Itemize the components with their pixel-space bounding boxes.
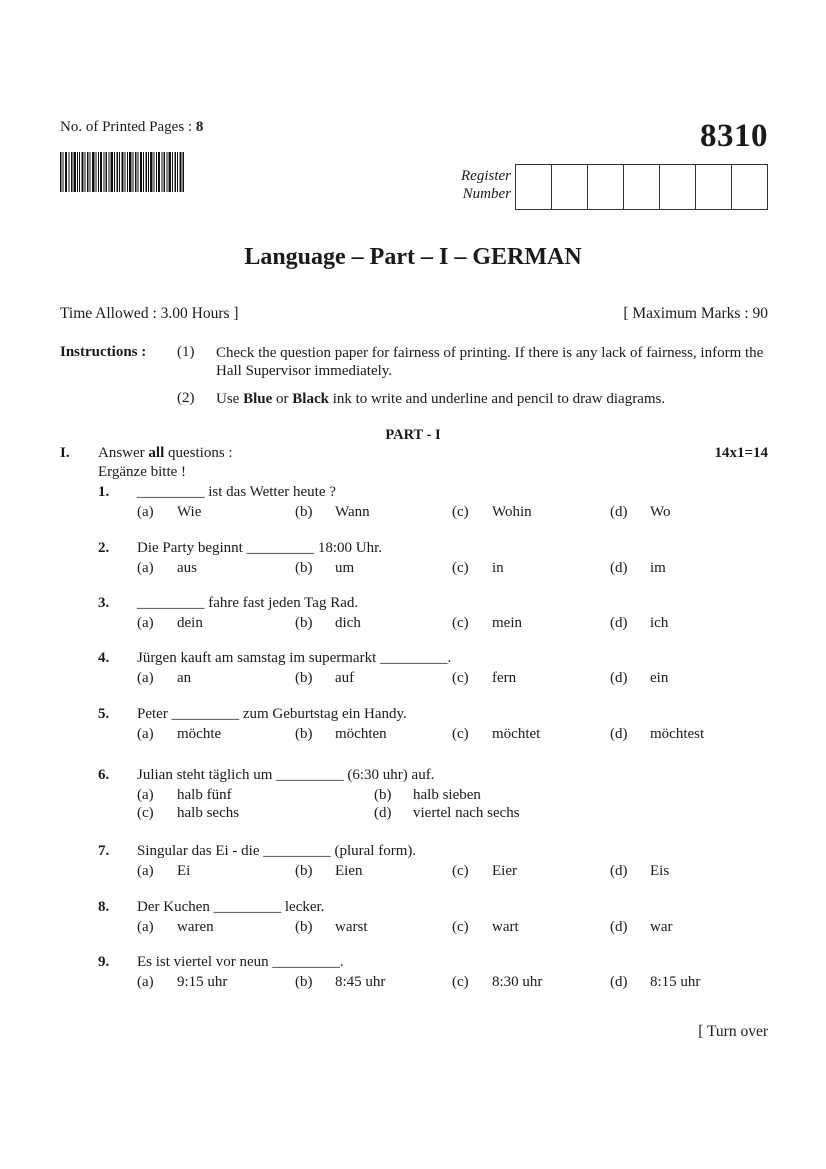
instruction-text: Check the question paper for fairness of printing. If there is any lack of fairness, inform the Hall Supervisor immediately. bbox=[216, 345, 764, 379]
option-letter: (b) bbox=[295, 670, 313, 686]
option-text: wart bbox=[492, 919, 519, 935]
option-letter: (d) bbox=[610, 670, 628, 686]
question-number: 9. bbox=[98, 954, 110, 970]
question-number: 1. bbox=[98, 484, 110, 500]
printed-pages bbox=[60, 119, 203, 136]
question-text: Singular das Ei - die _________ (plural form). bbox=[137, 843, 417, 859]
option-text: ich bbox=[650, 615, 669, 631]
option-letter: (d) bbox=[610, 504, 628, 520]
option-letter: (a) bbox=[137, 726, 154, 742]
question-number: 7. bbox=[98, 843, 110, 859]
maximum-marks: [ Maximum Marks : 90 bbox=[623, 305, 768, 322]
time-allowed: Time Allowed : 3.00 Hours ] bbox=[60, 305, 239, 322]
option-text: möchtet bbox=[492, 726, 541, 742]
option-text: Wo bbox=[650, 504, 671, 520]
option-text: warst bbox=[335, 919, 368, 935]
option-text: fern bbox=[492, 670, 517, 686]
section-title-part: questions : bbox=[164, 445, 233, 461]
question-item bbox=[0, 954, 826, 994]
option-text: viertel nach sechs bbox=[413, 805, 520, 821]
option-letter: (c) bbox=[452, 504, 469, 520]
option-text: ein bbox=[650, 670, 669, 686]
option-text: mein bbox=[492, 615, 522, 631]
question-text: Es ist viertel vor neun _________. bbox=[137, 954, 344, 970]
option-letter: (a) bbox=[137, 560, 154, 576]
question-number: 2. bbox=[98, 540, 110, 556]
section-subtitle: Ergänze bitte ! bbox=[98, 464, 187, 480]
register-box[interactable] bbox=[732, 165, 767, 209]
option-letter: (b) bbox=[295, 504, 313, 520]
question-text: Die Party beginnt _________ 18:00 Uhr. bbox=[137, 540, 382, 556]
option-letter: (c) bbox=[452, 670, 469, 686]
option-text: Eis bbox=[650, 863, 670, 879]
register-box[interactable] bbox=[660, 165, 696, 209]
option-text: 8:30 uhr bbox=[492, 974, 543, 990]
option-text: halb fünf bbox=[177, 787, 232, 803]
question-item bbox=[0, 484, 826, 524]
question-number: 8. bbox=[98, 899, 110, 915]
option-letter: (a) bbox=[137, 974, 154, 990]
register-box[interactable] bbox=[516, 165, 552, 209]
option-letter: (c) bbox=[137, 805, 154, 821]
option-letter: (b) bbox=[295, 974, 313, 990]
option-text: möchten bbox=[335, 726, 387, 742]
option-text: 8:15 uhr bbox=[650, 974, 701, 990]
instructions-label: Instructions : bbox=[60, 344, 147, 360]
section-marks: 14x1=14 bbox=[714, 445, 768, 461]
section-number: I. bbox=[60, 445, 70, 461]
printed-pages-label: No. of Printed Pages : bbox=[60, 119, 196, 135]
question-number: 6. bbox=[98, 767, 110, 783]
question-item bbox=[0, 595, 826, 635]
question-item bbox=[0, 706, 826, 746]
option-letter: (b) bbox=[295, 919, 313, 935]
section-title-bold: all bbox=[148, 445, 165, 461]
option-letter: (b) bbox=[374, 787, 392, 803]
question-text: _________ ist das Wetter heute ? bbox=[137, 484, 336, 500]
register-label-line1: Register bbox=[461, 168, 511, 184]
part-heading: PART - I bbox=[385, 427, 441, 443]
instruction-text-bold: Black bbox=[292, 391, 329, 407]
option-text: auf bbox=[335, 670, 355, 686]
question-number: 3. bbox=[98, 595, 110, 611]
option-text: dein bbox=[177, 615, 203, 631]
option-letter: (a) bbox=[137, 787, 154, 803]
register-label-line2: Number bbox=[462, 186, 511, 202]
printed-pages-count: 8 bbox=[195, 119, 204, 135]
option-text: 9:15 uhr bbox=[177, 974, 228, 990]
option-text: war bbox=[650, 919, 673, 935]
section-title-part: Answer bbox=[98, 445, 149, 461]
option-letter: (b) bbox=[295, 726, 313, 742]
question-text: Julian steht täglich um _________ (6:30 uhr) auf. bbox=[137, 767, 435, 783]
option-letter: (b) bbox=[295, 863, 313, 879]
option-text: an bbox=[177, 670, 192, 686]
question-number: 4. bbox=[98, 650, 110, 666]
instruction-text-bold: Blue bbox=[243, 391, 273, 407]
register-box[interactable] bbox=[552, 165, 588, 209]
option-text: Ei bbox=[177, 863, 191, 879]
question-text: Der Kuchen _________ lecker. bbox=[137, 899, 325, 915]
option-letter: (b) bbox=[295, 560, 313, 576]
option-text: möchte bbox=[177, 726, 222, 742]
instruction-text-part: or bbox=[272, 391, 293, 407]
instruction-text bbox=[216, 390, 771, 408]
register-box[interactable] bbox=[588, 165, 624, 209]
option-text: um bbox=[335, 560, 355, 576]
option-letter: (d) bbox=[610, 726, 628, 742]
option-letter: (d) bbox=[610, 615, 628, 631]
option-letter: (d) bbox=[610, 863, 628, 879]
option-text: Wann bbox=[335, 504, 370, 520]
option-letter: (c) bbox=[452, 974, 469, 990]
option-text: halb sieben bbox=[413, 787, 481, 803]
question-item bbox=[0, 540, 826, 580]
register-box[interactable] bbox=[624, 165, 660, 209]
option-text: Eier bbox=[492, 863, 517, 879]
option-letter: (c) bbox=[452, 615, 469, 631]
option-letter: (d) bbox=[374, 805, 392, 821]
section-title bbox=[98, 445, 233, 462]
option-text: möchtest bbox=[650, 726, 705, 742]
option-letter: (b) bbox=[295, 615, 313, 631]
option-letter: (a) bbox=[137, 615, 154, 631]
question-text: Peter _________ zum Geburtstag ein Handy. bbox=[137, 706, 407, 722]
option-letter: (a) bbox=[137, 863, 154, 879]
option-letter: (d) bbox=[610, 560, 628, 576]
barcode-image bbox=[60, 152, 184, 192]
register-box[interactable] bbox=[696, 165, 732, 209]
option-text: dich bbox=[335, 615, 361, 631]
option-text: aus bbox=[177, 560, 197, 576]
option-text: 8:45 uhr bbox=[335, 974, 386, 990]
question-item bbox=[0, 767, 826, 821]
question-item bbox=[0, 899, 826, 939]
option-letter: (a) bbox=[137, 919, 154, 935]
option-letter: (c) bbox=[452, 919, 469, 935]
option-text: Wie bbox=[177, 504, 202, 520]
question-item bbox=[0, 843, 826, 883]
option-letter: (c) bbox=[452, 726, 469, 742]
instruction-text-part: ink to write and underline and pencil to draw diagrams. bbox=[328, 391, 666, 407]
option-letter: (a) bbox=[137, 504, 154, 520]
option-text: waren bbox=[177, 919, 214, 935]
question-text: Jürgen kauft am samstag im supermarkt _________. bbox=[137, 650, 452, 666]
option-text: halb sechs bbox=[177, 805, 240, 821]
paper-title: Language – Part – I – GERMAN bbox=[244, 244, 582, 270]
question-text: _________ fahre fast jeden Tag Rad. bbox=[137, 595, 359, 611]
option-letter: (d) bbox=[610, 974, 628, 990]
instruction-number: (2) bbox=[177, 390, 195, 406]
option-letter: (c) bbox=[452, 863, 469, 879]
option-letter: (c) bbox=[452, 560, 469, 576]
instruction-text-part: Use bbox=[216, 391, 244, 407]
question-item bbox=[0, 650, 826, 690]
question-number: 5. bbox=[98, 706, 110, 722]
option-letter: (d) bbox=[610, 919, 628, 935]
option-text: in bbox=[492, 560, 504, 576]
option-letter: (a) bbox=[137, 670, 154, 686]
option-text: Wohin bbox=[492, 504, 532, 520]
turn-over-note: [ Turn over bbox=[698, 1023, 768, 1040]
option-text: im bbox=[650, 560, 666, 576]
paper-code: 8310 bbox=[700, 118, 768, 154]
instruction-number: (1) bbox=[177, 344, 195, 360]
register-number-label bbox=[448, 167, 511, 203]
register-number-boxes bbox=[515, 164, 768, 210]
option-text: Eien bbox=[335, 863, 363, 879]
